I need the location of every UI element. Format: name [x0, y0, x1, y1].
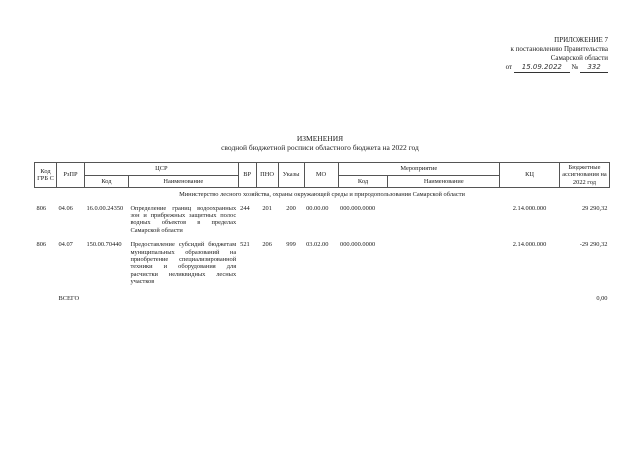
col-rzpr: РзПР — [56, 163, 84, 188]
appendix-region-line: Самарской области — [550, 54, 608, 62]
cell-ukazy: 200 — [286, 204, 296, 212]
number-label: № — [571, 63, 579, 71]
total-label: ВСЕГО — [58, 294, 80, 302]
cell-event-kod: 000.000.0000 — [340, 204, 376, 212]
col-pno: ПНО — [256, 163, 278, 188]
col-mo: МО — [304, 163, 338, 188]
col-ukazy: Указы — [278, 163, 304, 188]
cell-kc: 2.14.000.000 — [512, 204, 547, 212]
col-kc: КЦ — [500, 163, 560, 188]
header-row-1 — [35, 163, 610, 176]
table-row — [35, 204, 610, 236]
col-event-kod: Код — [338, 175, 388, 188]
cell-csr: 150.00.70440 — [86, 241, 122, 249]
cell-amount: -29 290,32 — [579, 241, 608, 249]
cell-ukazy: 999 — [286, 241, 296, 249]
appendix-date-line — [430, 63, 608, 73]
ministry-name: Министерство лесного хозяйства, охраны окружающей среды и природопользования Самарской области — [179, 191, 465, 199]
handwritten-date: 15.09.2022 — [514, 63, 570, 73]
col-kod-grbs: Код ГРБ С — [35, 163, 57, 188]
col-budget: Бюджетные ассигнования на 2022 год — [559, 163, 609, 188]
cell-vr: 521 — [240, 241, 250, 249]
col-csr-name: Наименование — [128, 175, 238, 188]
cell-name: Предоставление субсидий бюджетам муниципальных образований на приобретение специализированной техники и оборудования для расчистки неликвидных лесных участков — [130, 241, 237, 286]
appendix-block — [430, 36, 608, 73]
cell-grbs: 806 — [36, 204, 47, 212]
cell-csr: 16.0.00.24350 — [86, 204, 124, 212]
appendix-title: ПРИЛОЖЕНИЕ 7 — [554, 36, 608, 44]
col-vr: ВР — [238, 163, 256, 188]
changes-table — [34, 162, 610, 303]
handwritten-number: 332 — [580, 63, 608, 73]
cell-rzpr: 04.07 — [58, 241, 73, 249]
cell-kc: 2.14.000.000 — [512, 241, 547, 249]
cell-vr: 244 — [240, 204, 250, 212]
cell-event-name — [388, 235, 500, 286]
cell-grbs: 806 — [36, 241, 47, 249]
col-csr-kod: Код — [84, 175, 128, 188]
total-row — [35, 287, 610, 303]
cell-mo: 03.02.00 — [306, 241, 329, 249]
cell-rzpr: 04.06 — [58, 204, 73, 212]
doc-title: ИЗМЕНЕНИЯ — [296, 134, 344, 143]
cell-amount: 29 290,32 — [581, 204, 608, 212]
cell-event-kod: 000.000.0000 — [340, 241, 376, 249]
col-event-name: Наименование — [388, 175, 500, 188]
cell-pno: 206 — [262, 241, 272, 249]
col-event: Мероприятие — [338, 163, 500, 176]
cell-pno: 201 — [262, 204, 272, 212]
cell-name: Определение границ водоохранных зон и прибрежных защитных полос водных объектов в пределах Самарской области — [130, 204, 237, 234]
col-csr: ЦСР — [84, 163, 238, 176]
cell-mo: 00.00.00 — [306, 204, 329, 212]
cell-event-name — [388, 204, 500, 236]
total-amount: 0,00 — [596, 294, 608, 302]
table-row — [35, 235, 610, 286]
doc-subtitle: сводной бюджетной росписи областного бюджета на 2022 год — [221, 143, 419, 152]
appendix-resolution-line: к постановлению Правительства — [510, 45, 608, 53]
ministry-row — [35, 188, 610, 204]
from-label: от — [505, 63, 513, 71]
